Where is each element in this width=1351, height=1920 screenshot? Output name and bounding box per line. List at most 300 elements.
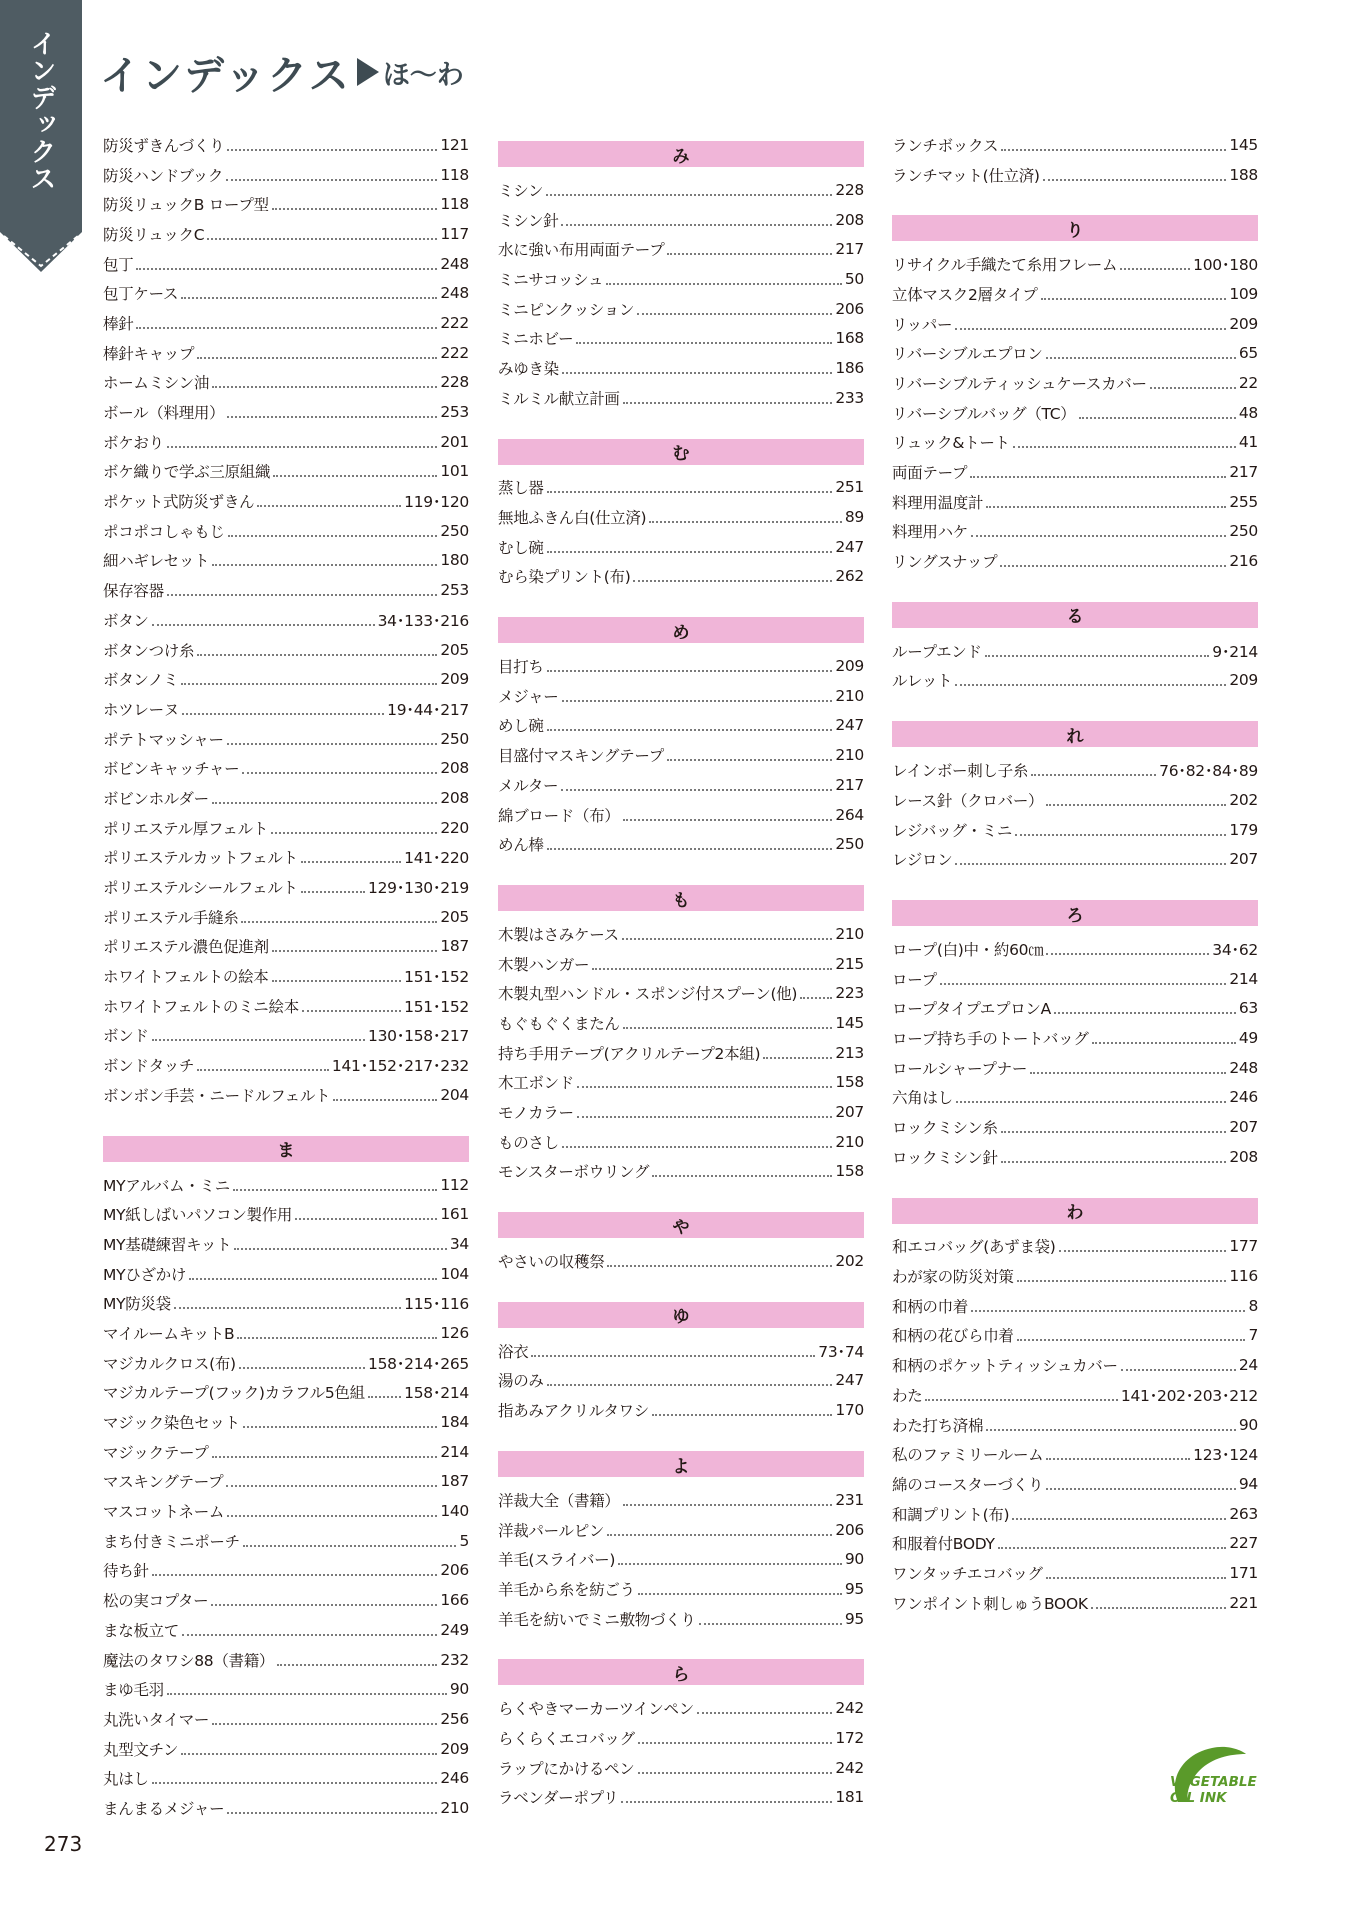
index-entry — [103, 813, 469, 843]
index-entry — [892, 1439, 1258, 1469]
entry-page: 166 — [440, 1591, 469, 1610]
dot-leader — [561, 783, 832, 791]
entry-page: 172 — [835, 1728, 864, 1747]
dot-leader — [1017, 1333, 1246, 1341]
entry-page: 213 — [835, 1043, 864, 1062]
entry-name: マスキングテープ — [103, 1473, 224, 1492]
entry-name: 立体マスク2層タイプ — [892, 285, 1038, 304]
index-entry — [892, 279, 1258, 309]
index-entry — [103, 575, 469, 605]
dot-leader — [562, 694, 833, 702]
dot-leader — [546, 188, 832, 196]
section-header: ら — [498, 1659, 864, 1685]
entry-name: 包丁ケース — [103, 285, 179, 304]
entry-page: 121 — [440, 135, 469, 154]
entry-page: 170 — [835, 1401, 864, 1420]
entry-page: 180 — [440, 551, 469, 570]
entry-name: ロックミシン糸 — [892, 1119, 998, 1138]
dot-leader — [699, 1617, 842, 1625]
entry-name: リバーシブルエプロン — [892, 345, 1043, 364]
entry-page: 255 — [1229, 492, 1258, 511]
entry-name: ループエンド — [892, 642, 982, 661]
entry-page: 247 — [835, 537, 864, 556]
entry-name: 待ち針 — [103, 1562, 149, 1581]
entry-name: ラップにかけるペン — [498, 1759, 635, 1778]
entry-name: ホワイトフェルトのミニ絵本 — [103, 997, 299, 1016]
index-entry — [892, 1232, 1258, 1262]
index-entry — [103, 249, 469, 279]
entry-page: 151･152 — [404, 997, 469, 1016]
entry-name: ポリエステルシールフェルト — [103, 879, 298, 898]
section-header: ゆ — [498, 1302, 864, 1328]
entry-page: 141･220 — [404, 849, 469, 868]
entry-name: 湯のみ — [498, 1372, 544, 1391]
index-entry — [103, 902, 469, 932]
dot-leader — [562, 366, 833, 374]
dot-leader — [1120, 262, 1190, 270]
dot-leader — [623, 813, 833, 821]
index-entry — [103, 1526, 469, 1556]
entry-name: 松の実コプター — [103, 1592, 209, 1611]
title-range: ほ〜わ — [382, 59, 464, 91]
entry-page: 73･74 — [818, 1342, 864, 1361]
index-entry — [498, 1723, 864, 1753]
dot-leader — [152, 1776, 438, 1784]
entry-name: ロープ — [892, 970, 937, 989]
entry-page: 8 — [1248, 1296, 1258, 1315]
entry-name: 水に強い布用両面テープ — [498, 241, 665, 260]
entry-page: 210 — [835, 924, 864, 943]
entry-page: 207 — [1229, 1118, 1258, 1137]
index-entry — [498, 294, 864, 324]
entry-name: レインボー刺し子糸 — [892, 762, 1029, 781]
entry-page: 177 — [1229, 1237, 1258, 1256]
dot-leader — [623, 396, 833, 404]
entry-page: 208 — [1229, 1147, 1258, 1166]
entry-name: ロープ(白)中・約60㎝ — [892, 940, 1044, 959]
entry-page: 210 — [835, 1132, 864, 1151]
entry-name: ワンタッチエコバッグ — [892, 1564, 1043, 1583]
dot-leader — [652, 1408, 832, 1416]
index-entry — [498, 1544, 864, 1574]
entry-page: 209 — [440, 670, 469, 689]
index-entry — [892, 1112, 1258, 1142]
entry-page: 158 — [835, 1162, 864, 1181]
index-entry — [103, 635, 469, 665]
logo-line-2: OIL INK — [1170, 1790, 1227, 1806]
dot-leader — [607, 1528, 832, 1536]
dot-leader — [547, 545, 833, 553]
entry-name: 丸洗いタイマー — [103, 1710, 210, 1729]
dot-leader — [971, 1304, 1245, 1312]
entry-page: 247 — [835, 1371, 864, 1390]
entry-name: MYアルバム・ミニ — [103, 1176, 230, 1195]
entry-name: ミニサコッシュ — [498, 270, 604, 289]
entry-name: 和柄の花びら巾着 — [892, 1327, 1014, 1346]
index-entry — [103, 278, 469, 308]
index-entry — [103, 486, 469, 516]
dot-leader — [763, 1051, 832, 1059]
index-entry — [892, 1499, 1258, 1529]
index-entry — [103, 1467, 469, 1497]
dot-leader — [1150, 381, 1236, 389]
dot-leader — [277, 1658, 437, 1666]
entry-page: 204 — [440, 1085, 469, 1104]
entry-name: まち付きミニポーチ — [103, 1532, 240, 1551]
entry-name: ポテトマッシャー — [103, 730, 224, 749]
dot-leader — [167, 1687, 447, 1695]
index-entry — [498, 770, 864, 800]
index-entry — [498, 1127, 864, 1157]
index-entry — [498, 175, 864, 205]
entry-name: ミルミル献立計画 — [498, 389, 620, 408]
index-column-1 — [103, 130, 469, 1823]
index-entry — [892, 457, 1258, 487]
entry-page: 208 — [440, 759, 469, 778]
index-entry — [892, 1291, 1258, 1321]
entry-name: 和服着付BODY — [892, 1535, 995, 1554]
dot-leader — [181, 291, 437, 299]
dot-leader — [649, 515, 842, 523]
index-entry — [498, 1693, 864, 1723]
entry-name: レース針（クロバー） — [892, 791, 1044, 810]
entry-page: 253 — [440, 581, 469, 600]
entry-name: ホワイトフェルトの絵本 — [103, 968, 269, 987]
index-entry — [103, 1318, 469, 1348]
entry-name: まゆ毛羽 — [103, 1681, 164, 1700]
dot-leader — [301, 855, 401, 863]
entry-name: 防災ハンドブック — [103, 166, 224, 185]
entry-page: 65 — [1238, 344, 1258, 363]
index-entry — [103, 219, 469, 249]
dot-leader — [576, 336, 832, 344]
entry-page: 171 — [1229, 1563, 1258, 1582]
index-entry — [892, 249, 1258, 279]
dot-leader — [197, 648, 437, 656]
index-entry — [103, 457, 469, 487]
index-entry — [892, 1053, 1258, 1083]
dot-leader — [667, 247, 832, 255]
index-entry — [498, 681, 864, 711]
entry-page: 264 — [835, 805, 864, 824]
dot-leader — [955, 857, 1226, 865]
entry-name: ロックミシン針 — [892, 1148, 998, 1167]
dot-leader — [637, 307, 832, 315]
entry-name: ランチボックス — [892, 136, 999, 155]
entry-name: ルレット — [892, 672, 953, 691]
entry-name: ボビンキャッチャー — [103, 760, 240, 779]
entry-name: 羊毛を紡いでミニ敷物づくり — [498, 1610, 696, 1629]
entry-name: レジロン — [892, 851, 953, 870]
entry-name: MY防災袋 — [103, 1295, 171, 1314]
dot-leader — [228, 529, 438, 537]
dot-leader — [970, 470, 1226, 478]
dot-leader — [302, 1004, 401, 1012]
section-header: れ — [892, 721, 1258, 747]
dot-leader — [1013, 440, 1236, 448]
entry-name: 木工ボンド — [498, 1074, 575, 1093]
entry-page: 49 — [1238, 1028, 1258, 1047]
index-entry — [892, 993, 1258, 1023]
entry-name: ボケおり — [103, 433, 164, 452]
index-entry — [892, 785, 1258, 815]
entry-name: ボケ織りで学ぶ三原組織 — [103, 463, 271, 482]
entry-page: 95 — [844, 1579, 864, 1598]
dot-leader — [697, 1706, 832, 1714]
dot-leader — [577, 1080, 832, 1088]
entry-page: 248 — [440, 254, 469, 273]
dot-leader — [547, 842, 833, 850]
index-entry — [103, 1199, 469, 1229]
dot-leader — [167, 440, 438, 448]
index-entry — [498, 1604, 864, 1634]
index-entry — [103, 1229, 469, 1259]
entry-name: 丸型文チン — [103, 1740, 179, 1759]
entry-page: 104 — [440, 1264, 469, 1283]
dot-leader — [633, 574, 832, 582]
dot-leader — [618, 1557, 842, 1565]
index-entry — [103, 189, 469, 219]
dot-leader — [1046, 1571, 1227, 1579]
section-header: や — [498, 1212, 864, 1238]
entry-page: 206 — [440, 1561, 469, 1580]
dot-leader — [1046, 947, 1209, 955]
entry-page: 202 — [835, 1252, 864, 1271]
dot-leader — [1046, 351, 1236, 359]
index-entry — [498, 1485, 864, 1515]
title-main: インデックス — [100, 52, 351, 99]
dot-leader — [212, 796, 438, 804]
entry-page: 220 — [440, 818, 469, 837]
index-entry — [892, 338, 1258, 368]
dot-leader — [986, 500, 1226, 508]
index-entry — [498, 1515, 864, 1545]
index-entry — [103, 516, 469, 546]
entry-name: やさいの収穫祭 — [498, 1253, 605, 1272]
section-header: り — [892, 215, 1258, 241]
index-entry — [892, 487, 1258, 517]
entry-page: 184 — [440, 1413, 469, 1432]
index-entry — [498, 1038, 864, 1068]
entry-name: リバーシブルティッシュケースカバー — [892, 374, 1147, 393]
entry-page: 256 — [440, 1709, 469, 1728]
index-entry — [103, 338, 469, 368]
index-entry — [498, 562, 864, 592]
index-entry — [892, 1321, 1258, 1351]
entry-name: レジバッグ・ミニ — [892, 821, 1013, 840]
index-entry — [103, 160, 469, 190]
entry-name: ポリエステル手縫糸 — [103, 908, 239, 927]
entry-page: 233 — [835, 388, 864, 407]
entry-page: 5 — [459, 1531, 469, 1550]
entry-name: MY紙しばいパソコン製作用 — [103, 1206, 293, 1225]
entry-name: 無地ふきん白(仕立済) — [498, 509, 647, 528]
entry-page: 231 — [835, 1490, 864, 1509]
entry-page: 205 — [440, 907, 469, 926]
entry-name: マスコットネーム — [103, 1503, 225, 1522]
dot-leader — [226, 1479, 437, 1487]
index-entry — [498, 264, 864, 294]
entry-name: マジカルテープ(フック)カラフル5色組 — [103, 1384, 365, 1403]
entry-name: めん棒 — [498, 836, 544, 855]
dot-leader — [233, 1183, 437, 1191]
index-entry — [498, 651, 864, 681]
index-entry — [892, 1469, 1258, 1499]
index-entry — [103, 961, 469, 991]
section-header: む — [498, 439, 864, 465]
dot-leader — [607, 1259, 832, 1267]
dot-leader — [925, 1393, 1118, 1401]
dot-leader — [985, 649, 1210, 657]
entry-page: 100･180 — [1193, 256, 1258, 275]
entry-name: 目打ち — [498, 658, 544, 677]
index-entry — [103, 1021, 469, 1051]
entry-page: 208 — [835, 210, 864, 229]
index-entry — [103, 546, 469, 576]
index-entry — [103, 1407, 469, 1437]
entry-page: 188 — [1229, 165, 1258, 184]
entry-page: 242 — [835, 1699, 864, 1718]
side-tab-label: インデックス — [26, 30, 56, 192]
entry-name: ロープタイプエプロンA — [892, 1000, 1051, 1019]
entry-name: わた — [892, 1386, 923, 1405]
entry-page: 123･124 — [1193, 1446, 1258, 1465]
entry-name: 目盛付マスキングテープ — [498, 747, 664, 766]
entry-name: 包丁 — [103, 255, 134, 274]
entry-name: わが家の防災対策 — [892, 1268, 1014, 1287]
entry-page: 151･152 — [404, 968, 469, 987]
entry-name: 棒針 — [103, 314, 134, 333]
entry-name: 料理用温度計 — [892, 493, 984, 512]
section-header: ろ — [892, 900, 1258, 926]
dot-leader — [243, 1420, 438, 1428]
entry-name: モンスターボウリング — [498, 1163, 650, 1182]
dot-leader — [1001, 143, 1226, 151]
index-entry — [103, 724, 469, 754]
entry-name: 持ち手用テープ(アクリルテープ2本組) — [498, 1044, 761, 1063]
entry-page: 48 — [1238, 403, 1258, 422]
dot-leader — [1031, 768, 1156, 776]
dot-leader — [800, 991, 832, 999]
index-entry — [892, 934, 1258, 964]
entry-name: ロープ持ち手のトートバッグ — [892, 1029, 1089, 1048]
entry-page: 201 — [440, 432, 469, 451]
entry-name: メルター — [498, 776, 559, 795]
entry-page: 179 — [1229, 820, 1258, 839]
dot-leader — [638, 1736, 833, 1744]
entry-page: 210 — [440, 1798, 469, 1817]
entry-page: 158 — [835, 1073, 864, 1092]
entry-page: 22 — [1238, 373, 1258, 392]
entry-page: 187 — [440, 1472, 469, 1491]
index-entry — [103, 130, 469, 160]
entry-page: 19･44･217 — [387, 700, 469, 719]
entry-page: 76･82･84･89 — [1159, 762, 1258, 781]
entry-name: ものさし — [498, 1133, 559, 1152]
entry-name: 綿ブロード（布） — [498, 806, 620, 825]
entry-name: 洋裁大全（書籍） — [498, 1491, 620, 1510]
index-entry — [892, 309, 1258, 339]
index-entry — [498, 978, 864, 1008]
dot-leader — [1015, 828, 1226, 836]
entry-name: 両面テープ — [892, 464, 968, 483]
entry-page: 247 — [835, 716, 864, 735]
index-entry — [892, 368, 1258, 398]
side-index-tab — [0, 0, 82, 278]
dot-leader — [1054, 1006, 1236, 1014]
section-header: ま — [103, 1136, 469, 1162]
entry-page: 223 — [835, 984, 864, 1003]
entry-page: 232 — [440, 1650, 469, 1669]
entry-name: むら染プリント(布) — [498, 568, 631, 587]
entry-page: 7 — [1248, 1326, 1258, 1345]
dot-leader — [227, 737, 438, 745]
entry-page: 90 — [449, 1680, 469, 1699]
entry-name: リバーシブルバッグ（TC） — [892, 404, 1076, 423]
entry-page: 168 — [835, 329, 864, 348]
entry-name: ホームミシン油 — [103, 374, 210, 393]
dot-leader — [368, 1390, 401, 1398]
entry-page: 215 — [835, 954, 864, 973]
entry-page: 210 — [835, 686, 864, 705]
index-entry — [103, 664, 469, 694]
entry-name: ワンポイント刺しゅうBOOK — [892, 1594, 1088, 1613]
entry-page: 145 — [1229, 135, 1258, 154]
dot-leader — [638, 1587, 842, 1595]
dot-leader — [562, 1140, 833, 1148]
index-entry — [892, 1558, 1258, 1588]
dot-leader — [955, 322, 1226, 330]
entry-page: 248 — [1229, 1058, 1258, 1077]
entry-page: 115･116 — [404, 1295, 469, 1314]
entry-name: 木製丸型ハンドル・スポンジ付スプーン(他) — [498, 985, 798, 1004]
dot-leader — [1000, 559, 1226, 567]
entry-name: ミシン針 — [498, 211, 559, 230]
entry-page: 186 — [835, 358, 864, 377]
entry-name: 蒸し器 — [498, 479, 544, 498]
index-entry — [498, 383, 864, 413]
entry-name: マジックテープ — [103, 1443, 209, 1462]
entry-page: 222 — [440, 343, 469, 362]
index-entry — [892, 546, 1258, 576]
index-entry — [103, 1674, 469, 1704]
dot-leader — [986, 1423, 1236, 1431]
entry-page: 205 — [440, 640, 469, 659]
index-entry — [103, 783, 469, 813]
dot-leader — [547, 723, 833, 731]
dot-leader — [1001, 1125, 1227, 1133]
entry-name: まんまるメジャー — [103, 1799, 225, 1818]
entry-page: 206 — [835, 1520, 864, 1539]
entry-page: 90 — [1238, 1415, 1258, 1434]
index-entry — [498, 502, 864, 532]
entry-page: 41 — [1238, 433, 1258, 452]
entry-name: ロールシャープナー — [892, 1059, 1028, 1078]
entry-page: 90 — [844, 1550, 864, 1569]
dot-leader — [181, 1747, 437, 1755]
index-entry — [892, 1083, 1258, 1113]
title-arrow-icon — [357, 58, 379, 86]
entry-name: 保存容器 — [103, 582, 164, 601]
dot-leader — [136, 262, 437, 270]
index-entry — [498, 323, 864, 353]
entry-name: 和調プリント(布) — [892, 1505, 1010, 1524]
dot-leader — [621, 1795, 832, 1803]
index-entry — [892, 1410, 1258, 1440]
entry-page: 202 — [1229, 790, 1258, 809]
dot-leader — [1046, 1452, 1190, 1460]
entry-name: モノカラー — [498, 1104, 574, 1123]
